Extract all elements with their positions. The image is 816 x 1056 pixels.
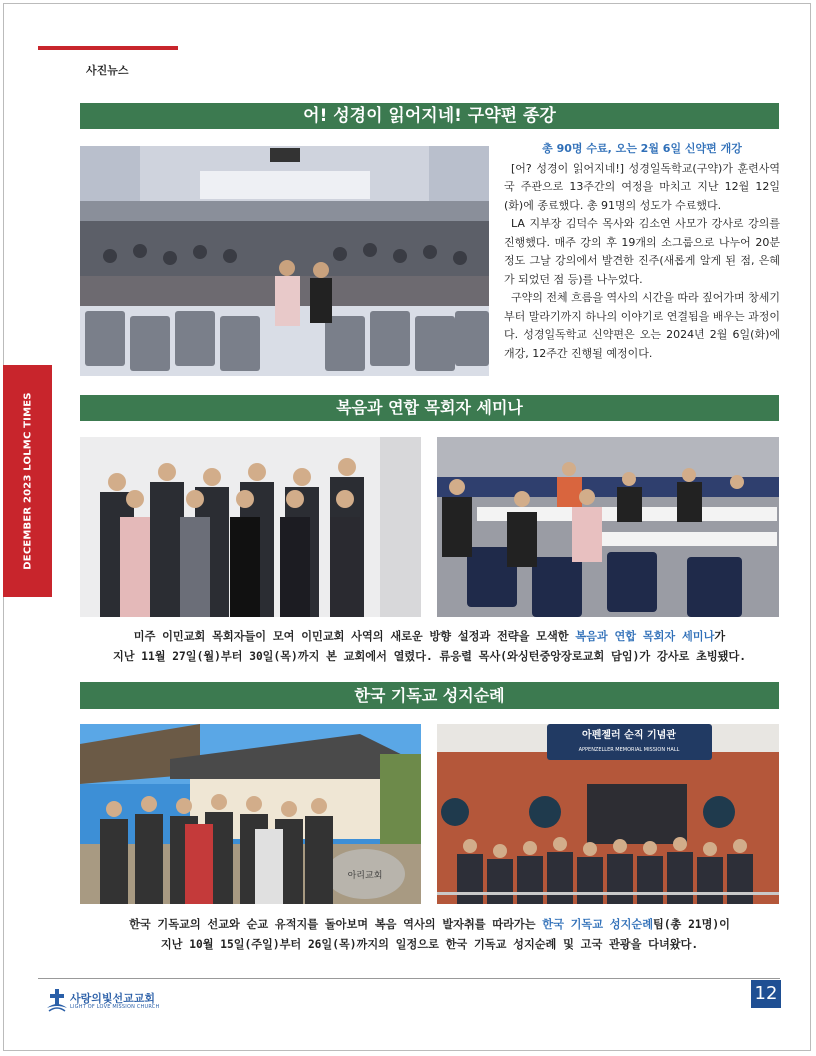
church-logo-icon <box>46 988 68 1012</box>
article-paragraph: LA 지부장 김덕수 목사와 김소연 사모가 강사로 강의를 진행했다. 매주 강의 후 19개의 소그룹으로 나누어 20분 정도 그날 강의에서 발견한 진주(새롭게 알게 된 점, 은혜가 되었던 점 등)를 나누었다. <box>504 217 780 286</box>
article-subtitle: 총 90명 수료, 오는 2월 6일 신약편 개강 <box>542 142 742 155</box>
caption-line-2: 지난 10월 15일(주일)부터 26일(목)까지의 일정으로 한국 기독교 성지순례 및 고국 관광을 다녀왔다. <box>160 938 699 951</box>
article-title-text: 복음과 연합 목회자 세미나 <box>336 398 523 417</box>
section-label: 사진뉴스 <box>86 64 129 77</box>
article-body-bible-reading <box>504 140 780 363</box>
article-paragraph: [어? 성경이 읽어지네!] 성경일독학교(구약)가 훈련사역국 주관으로 13주간의 여정을 마치고 지난 12월 12일(화)에 종료했다. 총 91명의 성도가 수료했다. <box>504 161 780 212</box>
article-title-bible-reading <box>80 103 779 129</box>
memorial-sign-subtext: APPENZELLER MEMORIAL MISSION HALL <box>578 747 680 753</box>
caption-line-1 <box>80 627 779 647</box>
caption-text: 가 <box>714 630 726 643</box>
article-title-text: 한국 기독교 성지순례 <box>354 686 505 705</box>
church-logo <box>46 988 186 1014</box>
caption-pastors-seminar <box>80 627 779 667</box>
caption-text: 팀(총 21명)이 <box>653 918 730 931</box>
photo-seminar-session <box>437 437 779 617</box>
article-title-pilgrimage <box>80 682 779 709</box>
memorial-sign-text: 아펜젤러 순직 기념관 <box>582 730 676 741</box>
logo-korean-name: 사랑의빛선교교회 <box>70 992 156 1005</box>
caption-pilgrimage <box>80 915 779 955</box>
caption-highlight: 한국 기독교 성지순례 <box>542 918 654 931</box>
photo-pilgrimage-memorial <box>437 724 779 904</box>
caption-highlight: 복음과 연합 목회자 세미나 <box>575 630 715 643</box>
caption-text: 미주 이민교회 목회자들이 모여 이민교회 사역의 새로운 방향 설정과 전략을 모색한 <box>133 630 576 643</box>
photo-pastors-group <box>80 437 421 617</box>
caption-line-2: 지난 11월 27일(월)부터 30일(목)까지 본 교회에서 열렸다. 류응렬 목사(와싱턴중앙장로교회 담임)가 강사로 초빙됐다. <box>112 650 747 663</box>
footer-rule <box>38 978 780 979</box>
caption-line-1 <box>80 915 779 935</box>
article-title-pastors-seminar <box>80 395 779 421</box>
header-accent-rule <box>38 46 178 50</box>
logo-english-name: LIGHT OF LOVE MISSION CHURCH <box>70 1004 160 1010</box>
side-tab <box>3 365 52 597</box>
article-title-text: 어! 성경이 읽어지네! 구약편 종강 <box>303 106 556 126</box>
page-number: 12 <box>751 980 781 1008</box>
caption-text: 한국 기독교의 선교와 순교 유적지를 돌아보며 복음 역사의 발자취를 따라가는 <box>129 918 543 931</box>
side-tab-text: DECEMBER 2023 LOLMC TIMES <box>22 392 33 570</box>
article-paragraph: 구약의 전체 흐름을 역사의 시간을 따라 짚어가며 창세기부터 말라기까지 하나의 이야기로 연결됨을 배우는 과정이다. 성경일독학교 신약편은 오는 2024년 2월 6일(화)에 개강, 12주간 진행될 예정이다. <box>504 291 781 360</box>
stone-sign-text: 아리교회 <box>347 871 383 881</box>
photo-pilgrimage-hanok <box>80 724 421 904</box>
photo-class-group <box>80 146 489 376</box>
